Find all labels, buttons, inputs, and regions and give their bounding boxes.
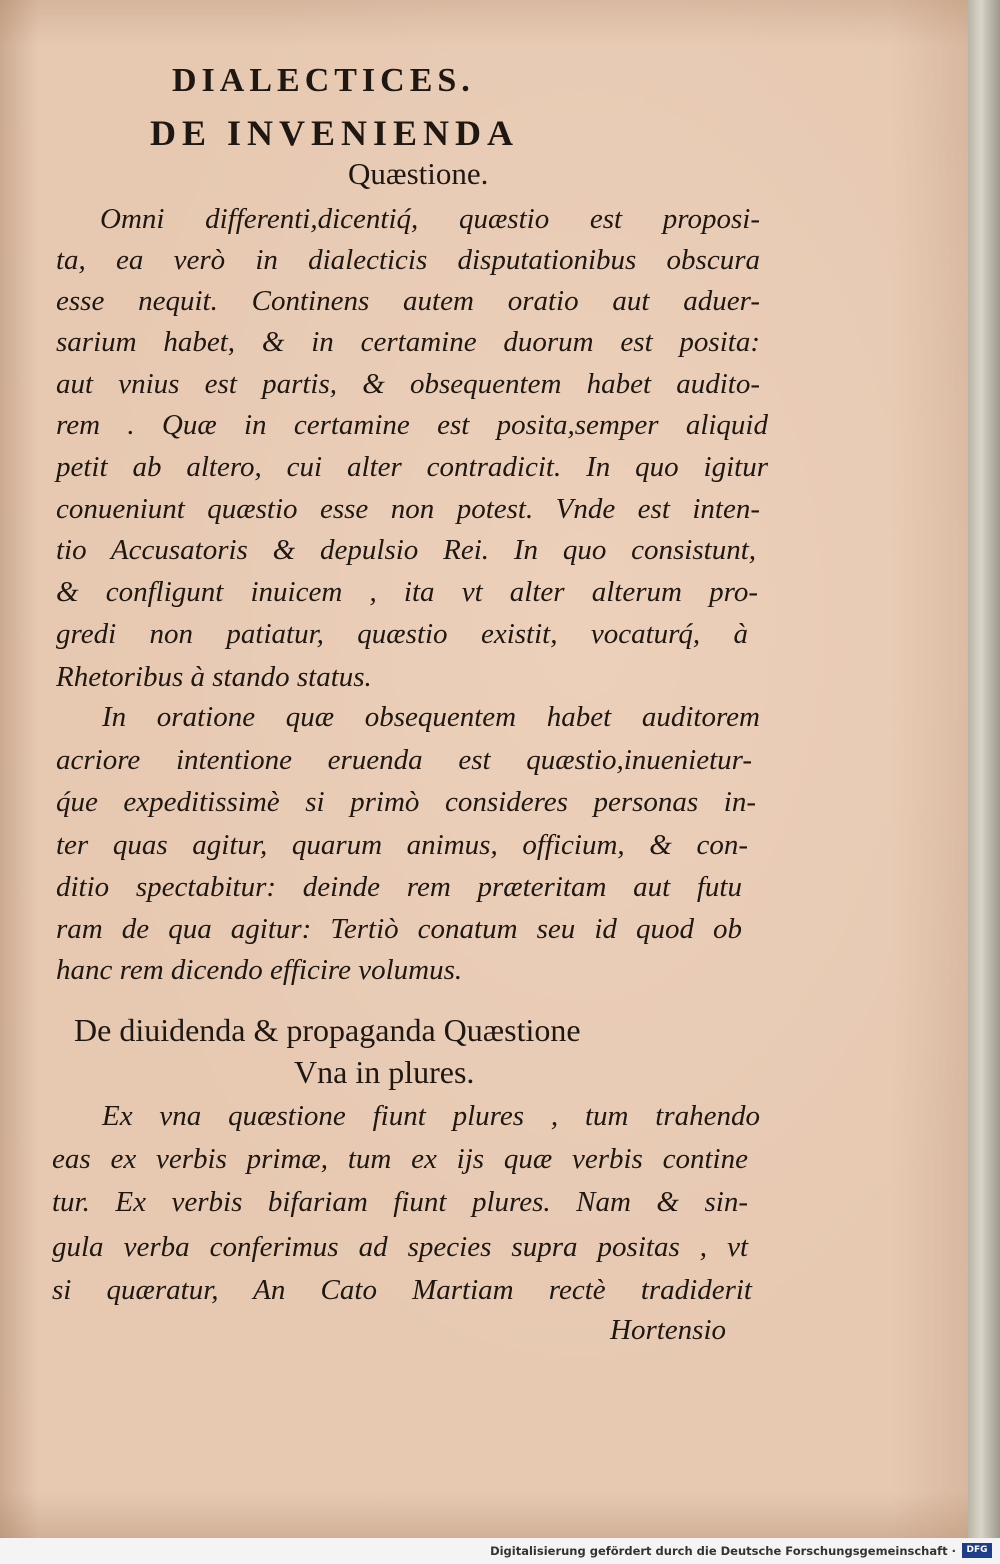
text-line: acriore intentione eruenda est quæstio,inuenietur- [56, 744, 752, 776]
text-line: ter quas agitur, quarum animus, officium, & con- [56, 829, 748, 861]
text-line: conueniunt quæstio esse non potest. Vnde est inten- [56, 493, 760, 525]
text-line: petit ab altero, cui alter contradicit. In quo igitur [56, 451, 768, 483]
text-line: tur. Ex verbis bifariam fiunt plures. Nam & sin- [52, 1186, 748, 1218]
text-line: si quæratur, An Cato Martiam rectè tradiderit [52, 1274, 752, 1306]
chapter-title: DE INVENIENDA [150, 113, 520, 153]
text-line: Rhetoribus à stando status. [56, 661, 372, 693]
footer-credit: Digitalisierung gefördert durch die Deutsche Forschungsgemeinschaft · [490, 1544, 956, 1558]
text-line: ta, ea verò in dialecticis disputationibus obscura [56, 244, 760, 276]
text-line: rem . Quæ in certamine est posita,semper aliquid [56, 409, 768, 441]
running-title: DIALECTICES. [172, 62, 475, 99]
text-line: gredi non patiatur, quæstio existit, vocaturq́, à [56, 618, 748, 650]
text-line: ditio spectabitur: deinde rem præteritam aut futu [56, 871, 742, 903]
text-line: aut vnius est partis, & obsequentem habet audito- [56, 368, 760, 400]
text-line: sarium habet, & in certamine duorum est posita: [56, 326, 760, 358]
text-line: eas ex verbis primæ, tum ex ijs quæ verbis contine [52, 1143, 748, 1175]
dfg-logo: DFG [962, 1543, 992, 1558]
text-line: & confligunt inuicem , ita vt alter alterum pro- [56, 576, 758, 608]
section-heading: De diuidenda & propaganda Quæstione [74, 1012, 581, 1048]
text-line: Omni differenti,dicentiq́, quæstio est proposi- [100, 203, 760, 235]
text-line: Ex vna quæstione fiunt plures , tum trahendo [102, 1100, 760, 1132]
page-edge [968, 0, 1000, 1538]
text-line: hanc rem dicendo efficire volumus. [56, 954, 463, 986]
text-line: In oratione quæ obsequentem habet auditorem [102, 701, 760, 733]
text-line: tio Accusatoris & depulsio Rei. In quo consistunt, [56, 534, 756, 566]
text-line: gula verba conferimus ad species supra positas , vt [52, 1231, 748, 1263]
text-line: q́ue expeditissimè si primò consideres personas in- [56, 786, 756, 818]
text-line: esse nequit. Continens autem oratio aut aduer- [56, 285, 760, 317]
catchword: Hortensio [610, 1314, 726, 1346]
digitization-footer [0, 1538, 1000, 1564]
section-heading-line2: Vna in plures. [294, 1054, 475, 1090]
text-line: ram de qua agitur: Tertiò conatum seu id quod ob [56, 913, 742, 945]
chapter-subtitle: Quæstione. [348, 156, 489, 191]
